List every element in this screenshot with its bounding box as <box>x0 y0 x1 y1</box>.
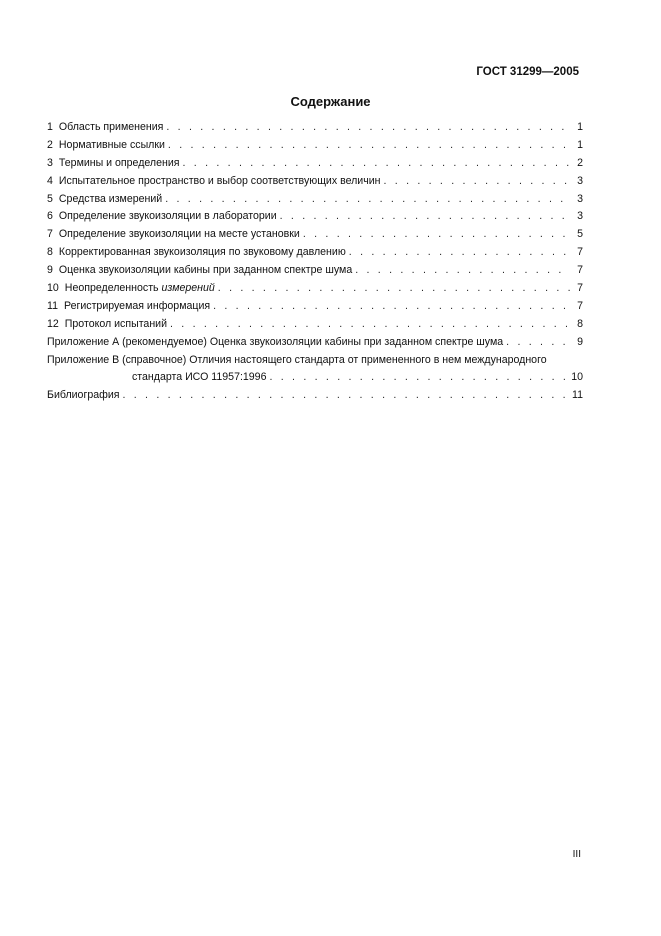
leader-dots <box>183 157 570 169</box>
toc-appendix-b-line1[interactable] <box>47 354 583 372</box>
toc-entry[interactable] <box>47 210 583 228</box>
toc-entry-page: 1 <box>577 121 583 133</box>
toc-entry-label: Средства измерений <box>58 192 163 205</box>
toc-entry-number: 2 <box>47 138 53 151</box>
toc-entry[interactable] <box>47 282 583 300</box>
toc-entry-label: Определение звукоизоляции в лаборатории <box>58 210 277 223</box>
toc-entry-number: 7 <box>47 228 53 241</box>
toc-title: Содержание <box>290 94 371 109</box>
leader-dots <box>213 300 570 312</box>
standard-designation: ГОСТ 31299—2005 <box>476 66 579 78</box>
bibliography-page: 11 <box>572 389 583 402</box>
toc-entry[interactable] <box>47 300 583 318</box>
leader-dots <box>170 318 570 330</box>
toc-entry-page: 8 <box>577 317 583 330</box>
toc-entry-label: Испытательное пространство и выбор соответствующих величин <box>58 174 381 187</box>
leader-dots <box>303 228 570 240</box>
toc-entry[interactable] <box>47 157 583 175</box>
leader-dots <box>269 371 566 383</box>
toc-entry-label-italic: измерений <box>161 282 215 295</box>
bibliography-label: Библиография <box>47 389 120 402</box>
toc-entry[interactable] <box>47 228 583 246</box>
appendix-a-page: 9 <box>577 335 583 348</box>
toc-entry-number: 6 <box>47 210 53 223</box>
toc-entry[interactable] <box>47 246 583 264</box>
toc-entry-page: 2 <box>577 156 583 169</box>
toc-entry-page: 3 <box>577 210 583 223</box>
leader-dots <box>168 139 570 151</box>
leader-dots <box>280 210 570 222</box>
toc-appendix-b-line2[interactable] <box>47 371 583 389</box>
toc-entry-label: Протокол испытаний <box>64 317 167 330</box>
toc-entry-number: 11 <box>47 299 58 312</box>
toc-entry-page: 5 <box>577 228 583 241</box>
toc-entry-label: Нормативные ссылки <box>58 138 165 151</box>
toc-entry[interactable] <box>47 175 583 193</box>
toc-entry[interactable] <box>47 193 583 211</box>
leader-dots <box>349 246 570 258</box>
toc-entry[interactable] <box>47 264 583 282</box>
page-number: III <box>572 849 581 860</box>
toc-entry-number: 8 <box>47 246 53 259</box>
toc-entry-number: 10 <box>47 282 59 295</box>
toc-entry-label-plain: Неопределенность <box>64 282 162 295</box>
leader-dots <box>218 282 570 294</box>
appendix-b-page: 10 <box>571 371 583 384</box>
toc-entry-page: 7 <box>577 264 583 277</box>
toc-entry-page: 3 <box>577 192 583 205</box>
toc-entry-page: 3 <box>577 174 583 187</box>
toc-entry-label: Определение звукоизоляции на месте установки <box>58 228 300 241</box>
leader-dots <box>384 175 571 187</box>
table-of-contents <box>47 121 583 407</box>
leader-dots <box>165 193 570 205</box>
toc-entry-page: 7 <box>577 282 583 295</box>
toc-entry-label: Корректированная звукоизоляция по звуковому давлению <box>58 246 346 259</box>
toc-bibliography[interactable] <box>47 389 583 407</box>
appendix-a-label: Приложение А (рекомендуемое) Оценка звукоизоляции кабины при заданном спектре шума <box>47 335 504 348</box>
toc-entry[interactable] <box>47 318 583 336</box>
appendix-b-label-line2: стандарта ИСО 11957:1996 <box>132 371 267 384</box>
toc-entry-label <box>65 282 215 294</box>
toc-entry-label: Область применения <box>58 121 164 133</box>
toc-entry-number: 9 <box>47 264 53 277</box>
toc-entry[interactable] <box>47 121 583 139</box>
leader-dots <box>506 336 570 348</box>
toc-entry[interactable] <box>47 139 583 157</box>
leader-dots <box>122 389 566 401</box>
toc-entry-label: Оценка звукоизоляции кабины при заданном спектре шума <box>58 264 353 277</box>
toc-entry-page: 7 <box>577 299 583 312</box>
toc-entry-page: 7 <box>577 246 583 259</box>
toc-entry-number: 12 <box>47 317 59 330</box>
toc-entry-number: 1 <box>47 121 53 133</box>
toc-appendix-a[interactable] <box>47 336 583 354</box>
leader-dots <box>166 121 570 133</box>
leader-dots <box>355 264 570 276</box>
appendix-b-label-line1: Приложение В (справочное) Отличия настоящего стандарта от примененного в нем международного <box>47 353 547 366</box>
toc-entry-page: 1 <box>577 138 583 151</box>
toc-entry-number: 3 <box>47 156 53 169</box>
toc-entry-number: 4 <box>47 174 53 187</box>
toc-entry-label: Регистрируемая информация <box>64 299 211 312</box>
toc-entry-number: 5 <box>47 192 53 205</box>
toc-entry-label: Термины и определения <box>58 156 180 169</box>
